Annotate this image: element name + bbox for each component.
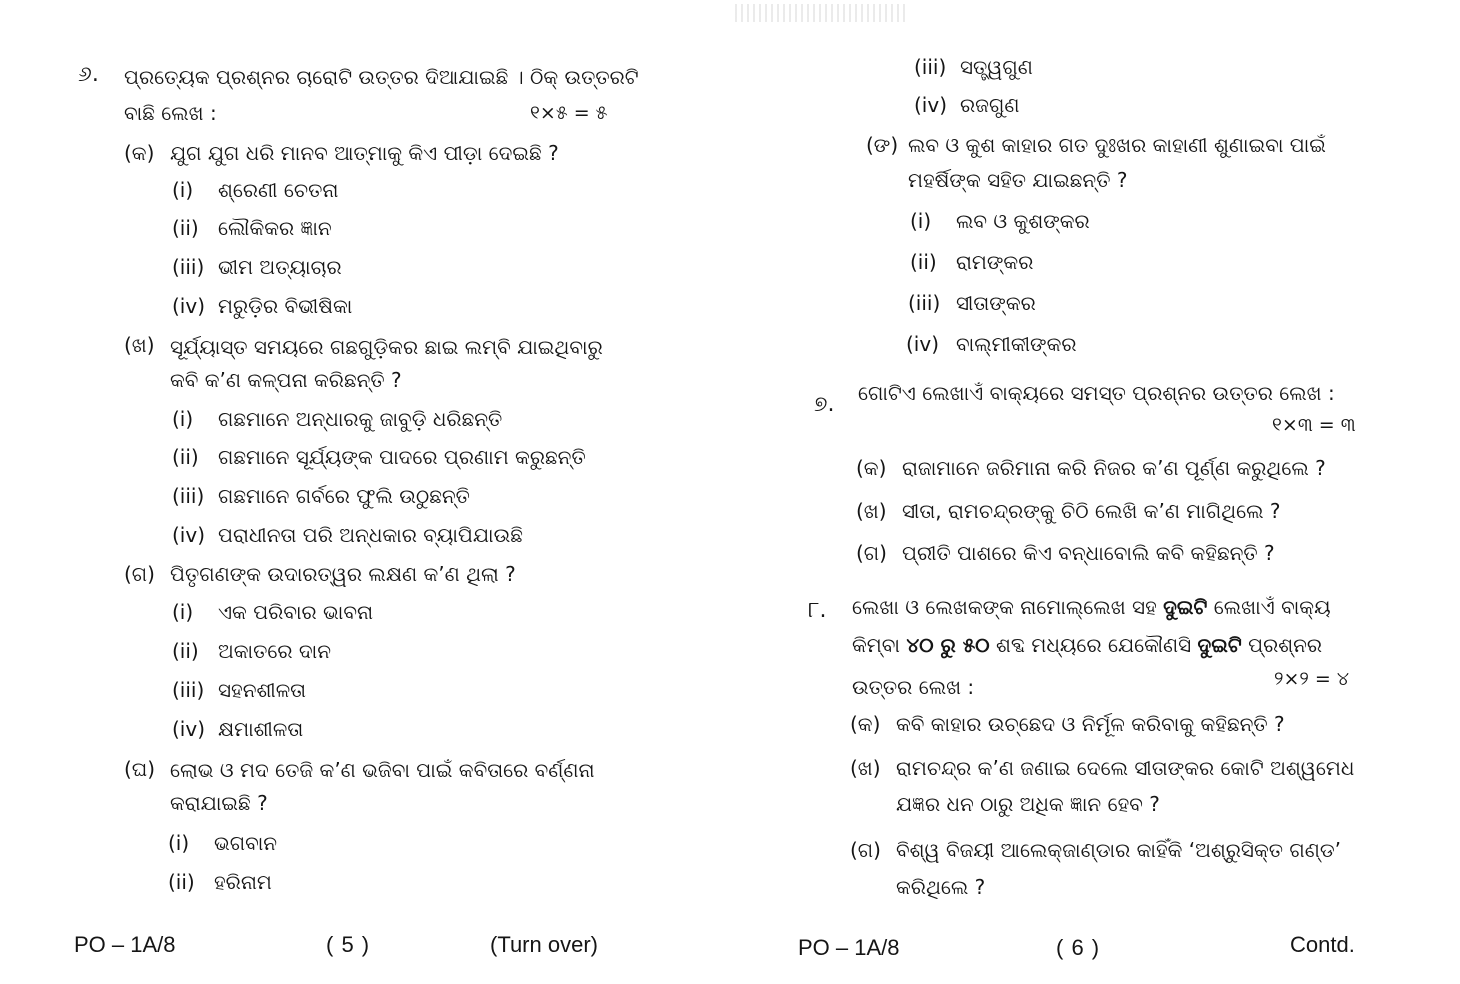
subquestion-label: (ଗ): [856, 541, 887, 565]
subquestion-label: (ଗ): [850, 838, 881, 862]
instruction-bold: ଦୁଇଟି: [1163, 595, 1208, 619]
option-text: ବାଲ୍ମୀକୀଙ୍କର: [956, 332, 1077, 356]
instruction-part: ଲେଖାଏଁ ବାକ୍ୟ: [1213, 595, 1331, 619]
option-text: ରାମଙ୍କର: [956, 250, 1034, 274]
subquestion-label: (ଘ): [124, 757, 156, 781]
question-8-number: ୮.: [808, 598, 827, 623]
right-page: [730, 0, 1460, 984]
subquestion-text: ପିତୃଗଣଙ୍କ ଉଦାରତ୍ୱର ଲକ୍ଷଣ କ’ଣ ଥିଲା ?: [170, 562, 516, 586]
subquestion-label: (ଖ): [850, 756, 881, 780]
subquestion-text: ରାମଚନ୍ଦ୍ର କ’ଣ ଜଣାଇ ଦେଲେ ସୀତାଙ୍କର କୋଟି ଅଶ୍ୱମେଧ: [896, 756, 1355, 780]
question-7-marks: ୧×୩ = ୩: [1272, 414, 1356, 436]
subquestion-text: ଯୁଗ ଯୁଗ ଧରି ମାନବ ଆତ୍ମାକୁ କିଏ ପୀଡ଼ା ଦେଇଛି ?: [170, 141, 559, 165]
footer-page-number: ( 5 ): [326, 932, 371, 957]
subquestion-text: ପ୍ରୀତି ପାଶରେ କିଏ ବନ୍ଧାବୋଲି କବି କହିଛନ୍ତି ?: [902, 541, 1275, 565]
option-text: ଭଗବାନ: [214, 831, 278, 855]
footer-code: PO – 1A/8: [74, 932, 176, 957]
footer-note: Contd.: [1290, 932, 1355, 957]
question-7-instruction: ଗୋଟିଏ ଲେଖାଏଁ ବାକ୍ୟରେ ସମସ୍ତ ପ୍ରଶ୍ନର ଉତ୍ତର ଲେଖ :: [858, 381, 1335, 405]
option-text: ସତ୍ତ୍ୱଗୁଣ: [960, 55, 1033, 79]
option-number: (ii): [172, 639, 199, 663]
question-6-marks: ୧×୫ = ୫: [530, 102, 608, 124]
question-8-marks: ୨×୨ = ୪: [1274, 668, 1350, 690]
subquestion-text-cont: କରାଯାଇଛି ?: [170, 791, 268, 815]
subquestion-label: (ଖ): [856, 499, 887, 523]
subquestion-text: ଲୋଭ ଓ ମଦ ତେଜି କ’ଣ ଭଜିବା ପାଇଁ କବିତାରେ ବର୍ଣ୍ଣନା: [170, 758, 595, 782]
subquestion-text: ରାଜାମାନେ ଜରିମାନା କରି ନିଜର କ’ଣ ପୂର୍ଣ୍ଣ କରୁଥିଲେ ?: [902, 456, 1326, 480]
option-number: (ii): [168, 870, 195, 894]
option-text: ଗଛମାନେ ଗର୍ବରେ ଫୁଲି ଉଠୁଛନ୍ତି: [218, 484, 470, 508]
option-text: ଗଛମାନେ ଅନ୍ଧାରକୁ ଜାବୁଡ଼ି ଧରିଛନ୍ତି: [218, 407, 503, 431]
instruction-bold: ଦୁଇଟି: [1197, 633, 1242, 657]
subquestion-label: (କ): [856, 456, 887, 480]
subquestion-label: (ଖ): [124, 333, 155, 357]
option-text: ହରିନାମ: [214, 870, 272, 894]
option-text: କ୍ଷମାଶୀଳତା: [218, 717, 304, 741]
subquestion-text-cont: ମହର୍ଷିଙ୍କ ସହିତ ଯାଇଛନ୍ତି ?: [908, 168, 1128, 192]
option-text: ଅକାତରେ ଦାନ: [218, 639, 332, 663]
footer-page-number: ( 6 ): [1056, 935, 1101, 960]
option-number: (ii): [910, 250, 937, 274]
option-number: (ii): [172, 216, 199, 240]
subquestion-label: (କ): [124, 141, 155, 165]
question-6-number: ୬.: [78, 62, 99, 87]
subquestion-label: (ଙ): [866, 133, 899, 157]
option-number: (i): [910, 209, 932, 233]
option-number: (i): [172, 178, 194, 202]
option-number: (iv): [172, 294, 205, 318]
subquestion-label: (ଗ): [124, 562, 155, 586]
question-7-number: ୭.: [814, 392, 835, 417]
option-text: ସୀତାଙ୍କର: [956, 291, 1036, 315]
option-text: ପରାଧୀନତା ପରି ଅନ୍ଧକାର ବ୍ୟାପିଯାଉଛି: [218, 523, 523, 547]
option-text: ଲବ ଓ କୁଶଙ୍କର: [956, 209, 1090, 233]
question-8-instruction-end: ଉତ୍ତର ଲେଖ :: [852, 675, 975, 699]
subquestion-text: ସୀତା, ରାମଚନ୍ଦ୍ରଙ୍କୁ ଚିଠି ଲେଖି କ’ଣ ମାଗିଥିଲେ ?: [902, 499, 1281, 523]
subquestion-text: କବି କାହାର ଉଚ୍ଛେଦ ଓ ନିର୍ମୂଳ କରିବାକୁ କହିଛନ୍ତି ?: [896, 712, 1285, 736]
option-number: (i): [172, 407, 194, 431]
subquestion-text-cont: କରିଥିଲେ ?: [896, 875, 986, 899]
option-number: (iii): [172, 484, 205, 508]
subquestion-text: ସୂର୍ଯ୍ୟାସ୍ତ ସମୟରେ ଗଛଗୁଡ଼ିକର ଛାଇ ଲମ୍ବି ଯାଇଥିବାରୁ: [170, 335, 603, 359]
option-number: (iv): [906, 332, 939, 356]
subquestion-text: ବିଶ୍ୱ ବିଜୟୀ ଆଲେକ୍‌ଜାଣ୍ଡାର କାହିଁକି ‘ଅଶ୍ରୁସିକ୍ତ ଗଣ୍ଡ’: [896, 838, 1342, 862]
option-text: ଏକ ପରିବାର ଭାବନା: [218, 600, 374, 624]
question-8-instruction: [852, 594, 1331, 620]
option-number: (i): [172, 600, 194, 624]
option-text: ଭୀମ ଅତ୍ୟାଚାର: [218, 255, 342, 279]
subquestion-text-cont: ଯଜ୍ଞର ଧନ ଠାରୁ ଅଧିକ ଜ୍ଞାନ ହେବ ?: [896, 792, 1160, 816]
instruction-bold: ୪୦ ରୁ ୫୦: [906, 633, 990, 657]
question-6-instruction: ପ୍ରତ୍ୟେକ ପ୍ରଶ୍ନର ଚାରୋଟି ଉତ୍ତର ଦିଆଯାଇଛି । ଠିକ୍ ଉତ୍ତରଟି: [124, 65, 639, 89]
option-text: ଗଛମାନେ ସୂର୍ଯ୍ୟଙ୍କ ପାଦରେ ପ୍ରଣାମ କରୁଛନ୍ତି: [218, 445, 586, 469]
option-number: (ii): [172, 445, 199, 469]
option-number: (iii): [172, 255, 205, 279]
option-number: (iii): [172, 678, 205, 702]
option-text: ରଜଗୁଣ: [960, 93, 1020, 117]
instruction-part: ପ୍ରଶ୍ନର: [1248, 633, 1323, 657]
option-text: ଶ୍ରେଣୀ ଚେତନା: [218, 178, 339, 202]
option-text: ଲୌକିକର ଜ୍ଞାନ: [218, 216, 332, 240]
option-text: ମରୁଡ଼ିର ବିଭୀଷିକା: [218, 294, 353, 318]
subquestion-text-cont: କବି କ’ଣ କଳ୍ପନା କରିଛନ୍ତି ?: [170, 368, 402, 392]
option-number: (i): [168, 831, 190, 855]
instruction-part: ଶବ୍ଦ ମଧ୍ୟରେ ଯେକୌଣସି: [996, 633, 1192, 657]
option-text: ସହନଶୀଳତା: [218, 678, 307, 702]
question-8-instruction-cont: [852, 632, 1322, 658]
option-number: (iv): [172, 717, 205, 741]
subquestion-text: ଲବ ଓ କୁଶ କାହାର ଗତ ଦୁଃଖର କାହାଣୀ ଶୁଣାଇବା ପାଇଁ: [908, 133, 1326, 157]
instruction-part: କିମ୍ବା: [852, 633, 900, 657]
option-number: (iii): [914, 55, 947, 79]
instruction-part: ଲେଖା ଓ ଲେଖକଙ୍କ ନାମୋଲ୍ଲେଖ ସହ: [852, 595, 1157, 619]
option-number: (iii): [908, 291, 941, 315]
footer-note: (Turn over): [490, 932, 598, 957]
footer-code: PO – 1A/8: [798, 935, 900, 960]
subquestion-label: (କ): [850, 712, 881, 736]
option-number: (iv): [914, 93, 947, 117]
question-6-instruction-cont: ବାଛି ଲେଖ :: [124, 101, 217, 125]
option-number: (iv): [172, 523, 205, 547]
